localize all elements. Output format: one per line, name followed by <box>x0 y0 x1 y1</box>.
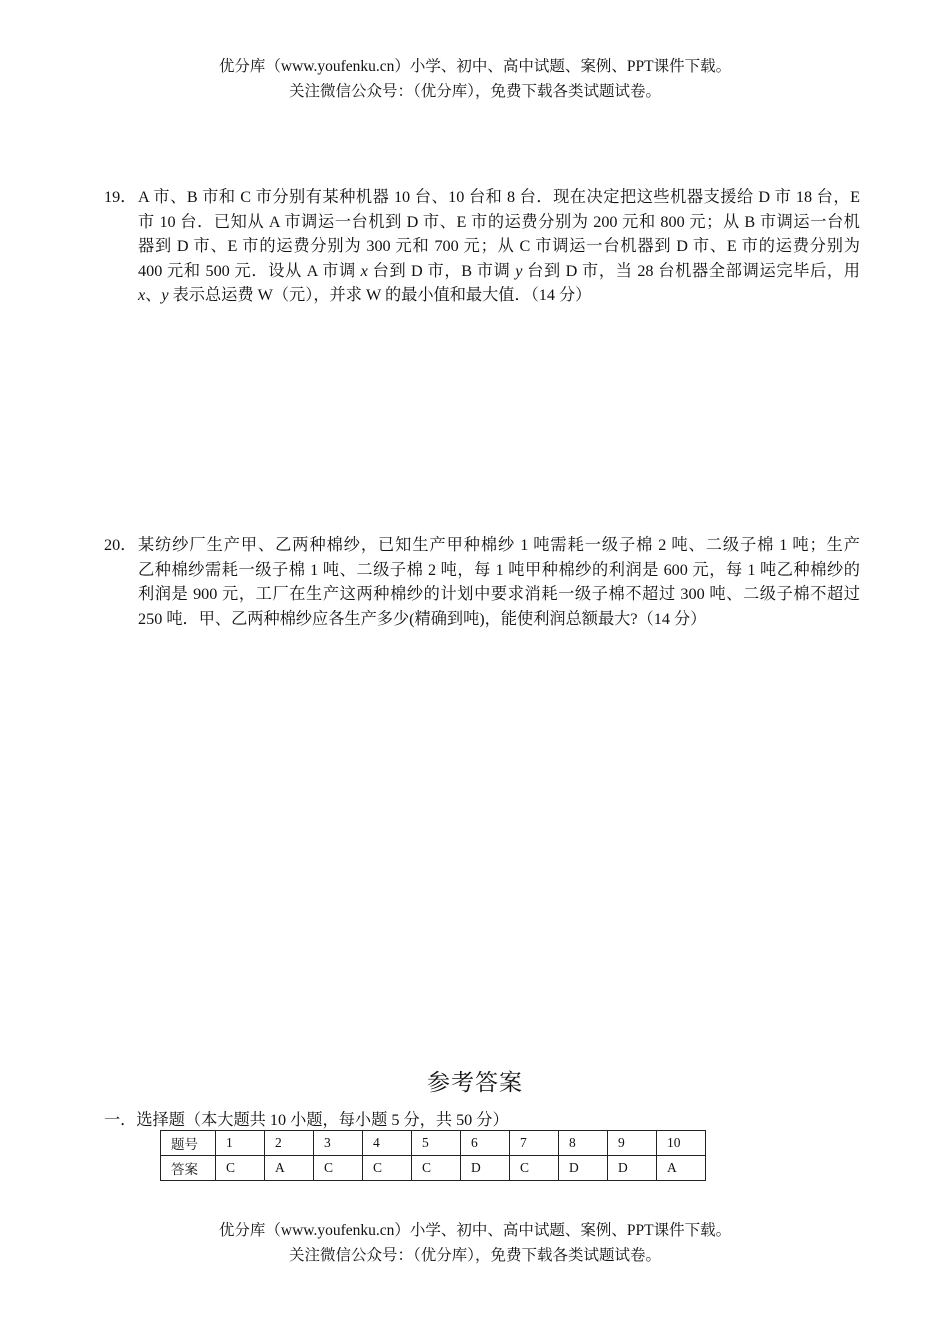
q19-line-3: 器到 D 市、E 市的运费分别为 300 元和 700 元；从 C 市调运一台机器到 D 市、E 市的运费分别为 <box>138 237 860 256</box>
q20-line-1: 某纺纱厂生产甲、乙两种棉纱，已知生产甲种棉纱 1 吨需耗一级子棉 2 吨、二级子棉 1 吨；生产 <box>138 536 860 554</box>
header-line-2: 关注微信公众号：（优分库），免费下载各类试题试卷。 <box>288 83 661 100</box>
answer-cell: C <box>510 1156 559 1181</box>
answer-cell: D <box>559 1156 608 1181</box>
answer-cell: C <box>412 1156 461 1181</box>
question-19 <box>104 185 860 308</box>
answer-cell: C <box>363 1156 412 1181</box>
question-number-cell: 2 <box>265 1131 314 1156</box>
q20-line-2: 乙种棉纱需耗一级子棉 1 吨、二级子棉 2 吨，每 1 吨甲种棉纱的利润是 600 元，每 1 吨乙种棉纱的 <box>138 560 860 579</box>
question-number-cell: 7 <box>510 1131 559 1156</box>
q20-line-4: 250 吨．甲、乙两种棉纱应各生产多少(精确到吨)，能使利润总额最大?（14 分） <box>138 609 707 628</box>
answer-cell: C <box>314 1156 363 1181</box>
answer-cell: D <box>608 1156 657 1181</box>
question-number-cell: 1 <box>216 1131 265 1156</box>
question-number-cell: 9 <box>608 1131 657 1156</box>
page-footer <box>0 1218 950 1268</box>
answer-table-row-numbers <box>161 1131 706 1156</box>
question-number-cell: 10 <box>657 1131 706 1156</box>
answer-table-row-choices <box>161 1156 706 1181</box>
answer-table <box>160 1130 706 1181</box>
answer-cell: A <box>657 1156 706 1181</box>
answer-cell: A <box>265 1156 314 1181</box>
q20-line-3: 利润是 900 元，工厂在生产这两种棉纱的计划中要求消耗一级子棉不超过 300 吨、二级子棉不超过 <box>138 585 860 604</box>
page-header <box>0 54 950 104</box>
question-number-cell: 8 <box>559 1131 608 1156</box>
answers-title: 参考答案 <box>427 1070 523 1095</box>
row-label-number: 题号 <box>161 1131 216 1156</box>
q19-line-2: 市 10 台．已知从 A 市调运一台机到 D 市、E 市的运费分别为 200 元和 800 元；从 B 市调运一台机 <box>138 212 860 231</box>
question-20 <box>104 533 860 631</box>
footer-line-2: 关注微信公众号：（优分库），免费下载各类试题试卷。 <box>288 1247 661 1264</box>
row-label-answer: 答案 <box>161 1156 216 1181</box>
question-number-cell: 6 <box>461 1131 510 1156</box>
q19-line-4: 400 元和 500 元．设从 A 市调 x 台到 D 市，B 市调 y 台到 D 市，当 28 台机器全部调运完毕后，用 <box>138 261 860 280</box>
q19-line-1: A 市、B 市和 C 市分别有某种机器 10 台、10 台和 8 台．现在决定把这些机器支援给 D 市 18 台，E <box>138 188 860 206</box>
question-20-number: 20． <box>104 536 137 554</box>
answers-section-heading: 一．选择题（本大题共 10 小题，每小题 5 分，共 50 分） <box>104 1111 509 1129</box>
q19-line-5: x、y 表示总运费 W（元），并求 W 的最小值和最大值．（14 分） <box>138 286 592 305</box>
header-line-1: 优分库（www.youfenku.cn）小学、初中、高中试题、案例、PPT课件下载。 <box>218 58 732 75</box>
question-number-cell: 3 <box>314 1131 363 1156</box>
question-number-cell: 5 <box>412 1131 461 1156</box>
question-19-number: 19． <box>104 188 137 206</box>
footer-line-1: 优分库（www.youfenku.cn）小学、初中、高中试题、案例、PPT课件下载。 <box>218 1222 732 1239</box>
answer-cell: D <box>461 1156 510 1181</box>
answer-cell: C <box>216 1156 265 1181</box>
question-number-cell: 4 <box>363 1131 412 1156</box>
